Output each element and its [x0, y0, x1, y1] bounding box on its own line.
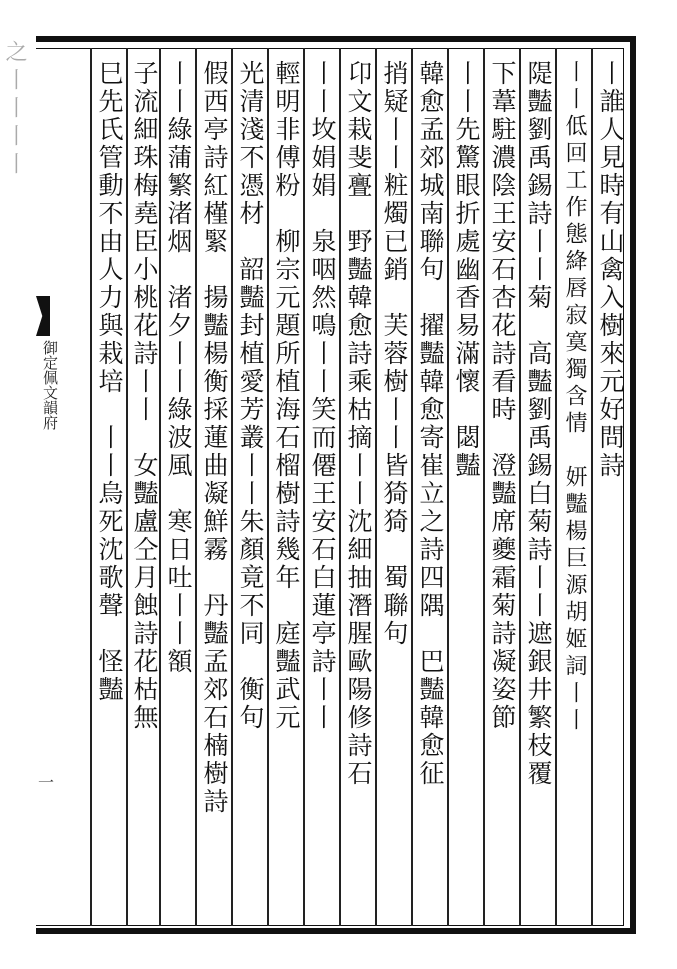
column-divider — [591, 48, 593, 926]
margin-page-mark: 一 — [38, 773, 55, 792]
column-divider — [195, 48, 197, 926]
column-divider — [519, 48, 521, 926]
column-divider — [339, 48, 341, 926]
text-column-hidden — [58, 60, 88, 102]
column-divider — [483, 48, 485, 926]
text-column-12: 假西亭詩紅槿緊 揚豔楊衡採蓮曲凝鮮霧 丹豔孟郊石楠樹詩 — [200, 60, 229, 816]
column-divider — [159, 48, 161, 926]
text-column-2: 丨丨低回工作態絳唇寂寞獨含情 妍豔楊巨源胡姬詞丨丨 — [562, 60, 587, 735]
text-column-10: 輕明非傅粉 柳宗元題所植海石榴樹詩幾年 庭豔武元 — [272, 60, 301, 732]
left-margin-strip — [0, 40, 36, 930]
text-column-15: 巳先氏管動不由人力與栽培 丨丨烏死沈歌聲 怪豔 — [95, 60, 124, 704]
text-column-11: 光清淺不憑材 韶豔封植愛芳叢丨丨朱顏竟不同 衡句 — [236, 60, 265, 732]
text-column-6: 韓愈孟郊城南聯句 擢豔韓愈寄崔立之詩四隅 巴豔韓愈征 — [416, 60, 445, 788]
column-divider — [303, 48, 305, 926]
text-column-5: 丨丨先驚眼折處幽香易滿懷 閟豔 — [452, 60, 481, 480]
text-column-4: 下葦駐濃陰王安石杏花詩看時 澄豔席夔霜菊詩凝姿節 — [488, 60, 517, 732]
column-divider — [447, 48, 449, 926]
margin-book-title: 御定佩文韻府 — [41, 340, 59, 430]
column-divider — [267, 48, 269, 926]
column-divider — [90, 48, 92, 926]
column-divider — [555, 48, 557, 926]
column-divider — [126, 48, 128, 926]
column-divider — [375, 48, 377, 926]
text-column-1: 丨誰人見時有山禽入樹來元好問詩 — [596, 60, 625, 480]
text-column-3: 隄豔劉禹錫詩丨丨菊 高豔劉禹錫白菊詩丨丨遮銀井繁枝覆 — [524, 60, 553, 788]
text-column-7: 捎疑丨丨粧燭已銷 芙蓉樹丨丨皆猗猗 蜀聯句 — [380, 60, 409, 648]
bleed-through-text: 之丨丨丨丨 — [2, 40, 27, 180]
text-column-14: 子流細珠梅堯臣小桃花詩丨丨 女豔盧仝月蝕詩花枯無 — [130, 60, 159, 732]
column-divider — [231, 48, 233, 926]
text-column-8: 卬文栽斐亹 野豔韓愈詩乘枯摘丨丨沈細抽潛腥歐陽修詩石 — [344, 60, 373, 788]
column-divider — [411, 48, 413, 926]
text-column-13: 丨丨綠蒲繁渚烟 渚夕丨丨綠波風 寒日吐丨丨額 — [164, 60, 193, 676]
text-column-9: 丨丨坆娟娟 泉咽然鳴丨丨笑而僊王安石白蓮亭詩丨丨 — [308, 60, 337, 732]
